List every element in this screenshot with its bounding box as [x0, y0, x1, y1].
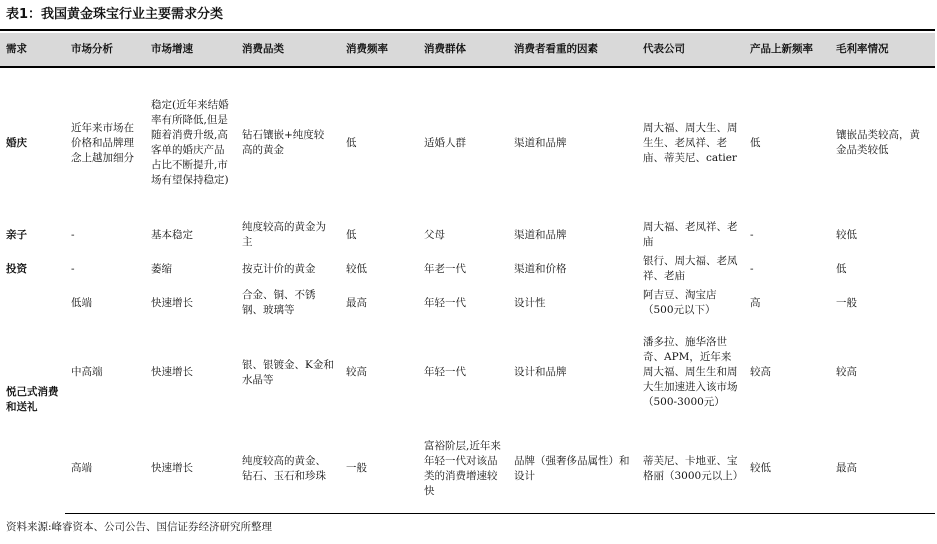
- table-row: [0, 425, 935, 513]
- cell-new-frequency: 较低: [744, 425, 830, 513]
- table-title: 表1：我国黄金珠宝行业主要需求分类: [6, 7, 224, 22]
- source-note: 资料来源:峰睿资本、公司公告、国信证券经济研究所整理: [6, 521, 273, 533]
- cell-category: 银、银镀金、K金和水晶等: [242, 358, 334, 386]
- col-header-frequency: 消费频率: [340, 33, 418, 67]
- cell-analysis: 低端: [71, 296, 92, 309]
- col-header-group: 消费群体: [418, 33, 508, 67]
- cell-growth: 快速增长: [145, 425, 236, 513]
- cell-frequency: 较低: [346, 262, 367, 275]
- col-header-margin: 毛利率情况: [830, 33, 935, 67]
- cell-category: 纯度较高的黄金、钻石、玉石和珍珠: [236, 425, 340, 513]
- cell-companies: 潘多拉、施华洛世奇、APM，近年来周大福、周生生和周大生加速进入该市场（500-3000元）: [643, 336, 738, 408]
- cell-frequency: 较高: [346, 366, 367, 378]
- col-header-category: 消费品类: [236, 33, 340, 67]
- cell-category: 按克计价的黄金: [242, 262, 316, 275]
- cell-analysis: -: [71, 262, 75, 275]
- cell-group: 年轻一代: [424, 296, 466, 309]
- table-row: [0, 252, 935, 286]
- table-row: [0, 218, 935, 252]
- cell-analysis: 中高端: [71, 366, 103, 378]
- table-row: [0, 67, 935, 218]
- cell-growth: 稳定(近年来结婚率有所降低,但是随着消费升级,高客单的婚庆产品占比不断提升,市场有望保持稳定): [151, 99, 229, 186]
- row-category: 婚庆: [6, 136, 27, 149]
- cell-frequency: 低: [346, 136, 357, 149]
- cell-companies: 周大福、周大生、周生生、老凤祥、老庙、蒂芙尼、catier: [643, 121, 738, 164]
- col-header-demand: 需求: [0, 33, 65, 67]
- cell-group: 年老一代: [424, 262, 466, 275]
- cell-factors: 品牌（强奢侈品属性）和设计: [508, 425, 637, 513]
- cell-analysis: 近年来市场在价格和品牌理念上越加细分: [71, 121, 134, 164]
- cell-new-frequency: -: [750, 228, 754, 241]
- cell-margin: 一般: [836, 296, 857, 309]
- cell-margin: 低: [836, 262, 847, 275]
- cell-factors: 设计和品牌: [514, 366, 567, 378]
- col-header-growth: 市场增速: [145, 33, 236, 67]
- row-category: 投资: [6, 262, 27, 275]
- cell-factors: 渠道和价格: [514, 262, 567, 275]
- cell-category: 合金、铜、不锈钢、玻璃等: [242, 289, 316, 316]
- cell-group: 年轻一代: [424, 366, 466, 378]
- cell-companies: 阿吉豆、淘宝店（500元以下）: [643, 289, 717, 316]
- cell-growth: 基本稳定: [151, 228, 193, 241]
- cell-new-frequency: -: [750, 262, 754, 275]
- cell-factors: 设计性: [514, 296, 546, 309]
- title-rule: [0, 29, 935, 31]
- cell-analysis: 高端: [65, 425, 145, 513]
- cell-frequency: 低: [346, 228, 357, 241]
- demand-table: [0, 33, 935, 514]
- col-header-factors: 消费者看重的因素: [508, 33, 637, 67]
- cell-companies: 周大福、老凤祥、老庙: [643, 221, 738, 248]
- col-header-new-frequency: 产品上新频率: [744, 33, 830, 67]
- cell-category: 钻石镶嵌+纯度较高的黄金: [242, 129, 325, 156]
- cell-growth: 快速增长: [151, 366, 193, 378]
- cell-factors: 渠道和品牌: [514, 136, 567, 149]
- cell-frequency: 一般: [340, 425, 418, 513]
- col-header-companies: 代表公司: [637, 33, 744, 67]
- cell-margin: 较低: [836, 228, 857, 241]
- row-category: 悦己式消费和送礼: [6, 385, 59, 413]
- cell-group: 父母: [424, 228, 445, 241]
- table-row: [0, 286, 935, 320]
- cell-new-frequency: 较高: [750, 366, 771, 378]
- cell-margin: 镶嵌品类较高，黄金品类较低: [836, 129, 920, 156]
- cell-group: 适婚人群: [424, 136, 466, 149]
- cell-new-frequency: 低: [750, 136, 761, 149]
- cell-factors: 渠道和品牌: [514, 228, 567, 241]
- cell-companies: 银行、周大福、老凤祥、老庙: [643, 255, 738, 282]
- cell-margin: 较高: [836, 366, 857, 378]
- cell-frequency: 最高: [346, 296, 367, 309]
- cell-companies: 蒂芙尼、卡地亚、宝格丽（3000元以上）: [637, 425, 744, 513]
- cell-growth: 萎缩: [151, 262, 172, 275]
- header-row: [0, 33, 935, 67]
- row-category: 亲子: [6, 228, 27, 241]
- cell-growth: 快速增长: [151, 296, 193, 309]
- cell-analysis: -: [71, 228, 75, 241]
- table-row: [0, 320, 935, 425]
- cell-category: 纯度较高的黄金为主: [242, 221, 326, 248]
- col-header-analysis: 市场分析: [65, 33, 145, 67]
- cell-group: 富裕阶层,近年来年轻一代对该品类的消费增速较快: [418, 425, 508, 513]
- cell-margin: 最高: [830, 425, 935, 513]
- cell-new-frequency: 高: [750, 296, 761, 309]
